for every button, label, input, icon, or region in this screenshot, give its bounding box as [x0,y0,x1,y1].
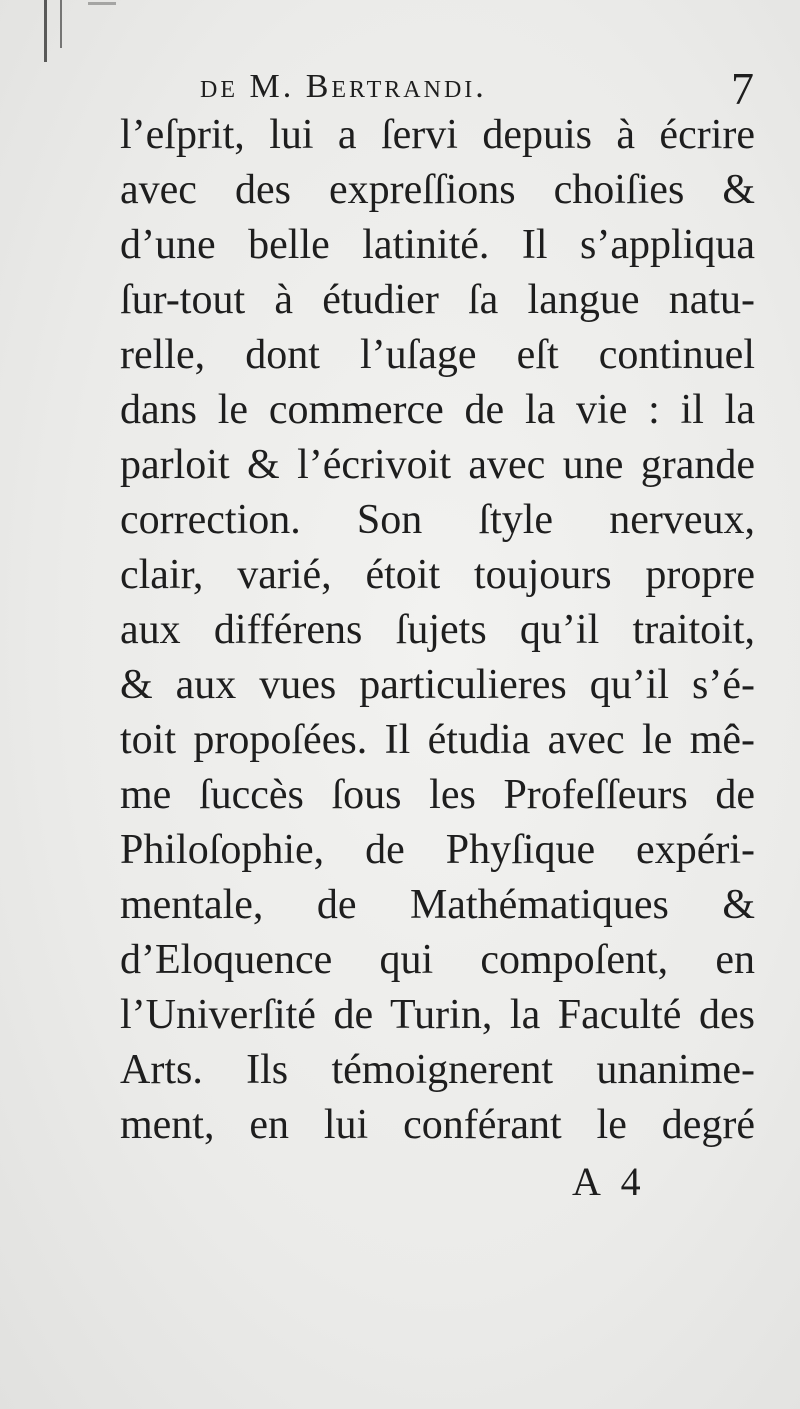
text-line: d’Eloquence qui compoſent, en [120,937,755,983]
text-line: mentale, de Mathématiques & [120,882,755,928]
gutter-stain [60,0,62,48]
gutter-stain [44,0,47,62]
text-line: aux différens ſujets qu’il traitoit, [120,607,755,653]
text-line: l’Univerſité de Turin, la Faculté des [120,992,755,1038]
text-line: toit propoſées. Il étudia avec le mê- [120,717,755,763]
page-number: 7 [731,63,754,114]
running-head [200,62,760,112]
text-line: Philoſophie, de Phyſique expéri- [120,827,755,873]
running-head-title: de M. Bertrandi. [200,68,487,105]
text-line: ment, en lui conférant le degré [120,1102,755,1148]
text-line: & aux vues particulieres qu’il s’é- [120,662,755,708]
text-line: avec des expreſſions choiſies & [120,167,755,213]
signature-mark: A 4 [572,1159,647,1204]
text-line: clair, varié, étoit toujours propre [120,552,755,598]
text-line: dans le commerce de la vie : il la [120,387,755,433]
text-line: me ſuccès ſous les Profeſſeurs de [120,772,755,818]
body-text [120,108,755,1153]
text-line: relle, dont l’uſage eſt continuel [120,332,755,378]
text-line: ſur-tout à étudier ſa langue natu- [120,277,755,323]
text-line: d’une belle latinité. Il s’appliqua [120,222,755,268]
text-line: l’eſprit, lui a ſervi depuis à écrire [120,112,755,158]
text-line: parloit & l’écrivoit avec une grande [120,442,755,488]
text-line: Arts. Ils témoignerent unanime- [120,1047,755,1093]
text-line: correction. Son ſtyle nerveux, [120,497,755,543]
gutter-stain [88,2,116,5]
